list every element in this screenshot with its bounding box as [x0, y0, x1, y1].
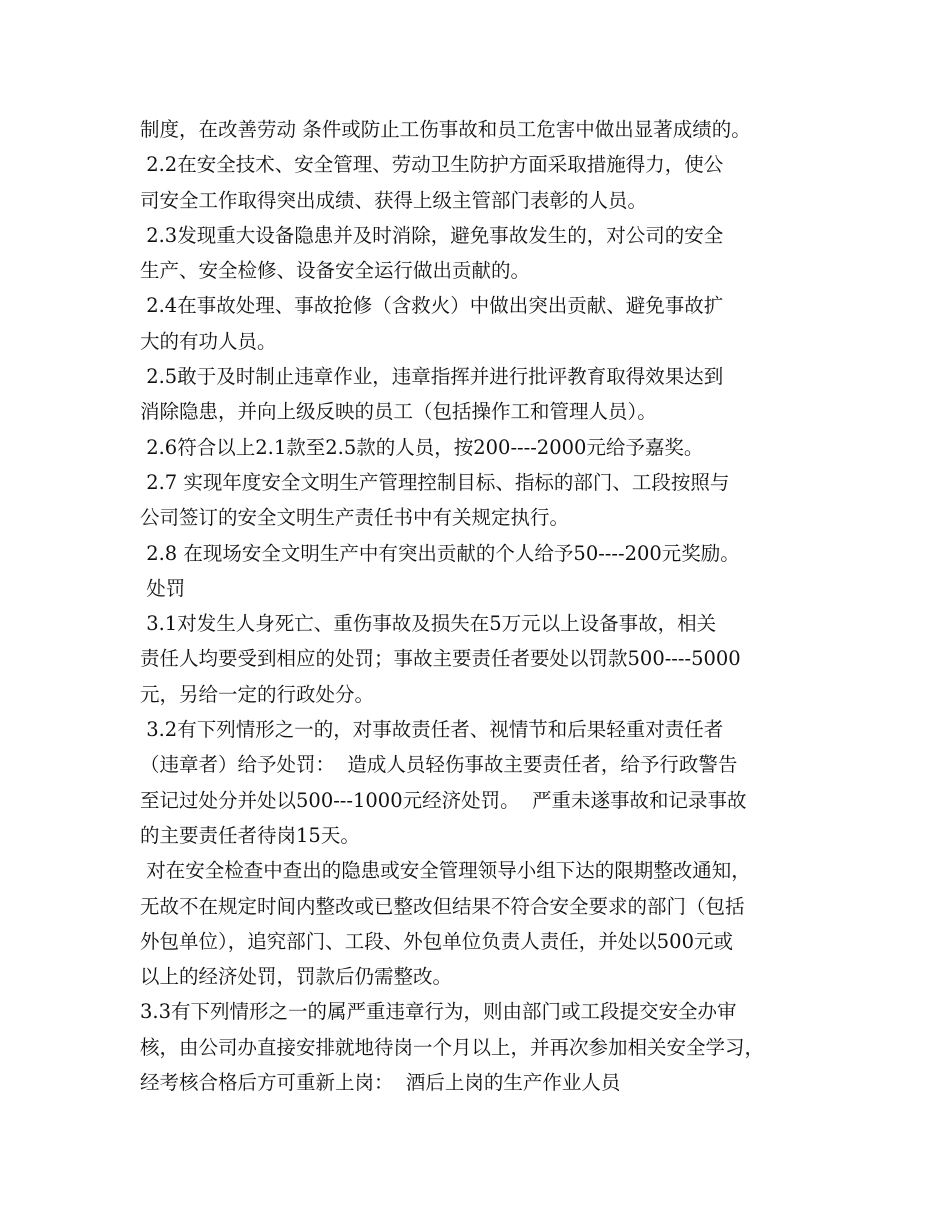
text-line: 外包单位），追究部门、工段、外包单位负责人责任，并处以500元或: [140, 929, 733, 953]
text-line: 至记过处分并处以500---1000元经济处罚。 严重未遂事故和记录事故: [140, 788, 747, 812]
text-line: 制度，在改善劳动 条件或防止工伤事故和员工危害中做出显著成绩的。: [140, 118, 751, 141]
text-line: （违章者）给予处罚： 造成人员轻伤事故主要责任者，给予行政警告: [140, 753, 738, 777]
text-line: 生产、安全检修、设备安全运行做出贡献的。: [140, 259, 531, 283]
text-line: 大的有功人员。: [140, 329, 277, 353]
text-line: 2.3发现重大设备隐患并及时消除，避免事故发生的，对公司的安全: [140, 223, 724, 247]
text-line: 2.8 在现场安全文明生产中有突出贡献的个人给予50----200元奖励。: [140, 541, 740, 565]
section-heading: 处罚: [140, 576, 186, 600]
text-line: 2.6符合以上2.1款至2.5款的人员，按200----2000元给予嘉奖。: [140, 435, 704, 459]
text-line: 公司签订的安全文明生产责任书中有关规定执行。: [140, 506, 570, 530]
text-line: 核，由公司办直接安排就地待岗一个月以上，并再次参加相关安全学习，: [140, 1035, 765, 1059]
text-line: 责任人均要受到相应的处罚；事故主要责任者要处以罚款500----5000: [140, 647, 741, 671]
text-line: 司安全工作取得突出成绩、获得上级主管部门表彰的人员。: [140, 188, 648, 212]
text-line: 消除隐患，并向上级反映的员工（包括操作工和管理人员）。: [140, 400, 657, 424]
text-line: 2.2在安全技术、安全管理、劳动卫生防护方面采取措施得力，使公: [140, 153, 724, 177]
text-line: 2.7 实现年度安全文明生产管理控制目标、指标的部门、工段按照与: [140, 470, 730, 494]
text-line: 元，另给一定的行政处分。: [140, 682, 375, 706]
text-line: 3.3有下列情形之一的属严重违章行为，则由部门或工段提交安全办审: [140, 1000, 737, 1024]
text-line: 2.4在事故处理、事故抢修（含救火）中做出突出贡献、避免事故扩: [140, 294, 724, 318]
document-body: [140, 112, 820, 1100]
text-line: 无故不在规定时间内整改或已整改但结果不符合安全要求的部门（包括: [140, 894, 745, 918]
text-line: 以上的经济处罚，罚款后仍需整改。: [140, 965, 453, 989]
text-line: 经考核合格后方可重新上岗： 酒后上岗的生产作业人员: [140, 1071, 621, 1095]
text-line: 的主要责任者待岗15天。: [140, 823, 360, 847]
text-line: 2.5敢于及时制止违章作业，违章指挥并进行批评教育取得效果达到: [140, 365, 724, 389]
text-line: 对在安全检查中查出的隐患或安全管理领导小组下达的限期整改通知，: [140, 859, 751, 883]
text-line: 3.2有下列情形之一的，对事故责任者、视情节和后果轻重对责任者: [140, 718, 724, 742]
text-line: 3.1对发生人身死亡、重伤事故及损失在5万元以上设备事故，相关: [140, 612, 717, 636]
